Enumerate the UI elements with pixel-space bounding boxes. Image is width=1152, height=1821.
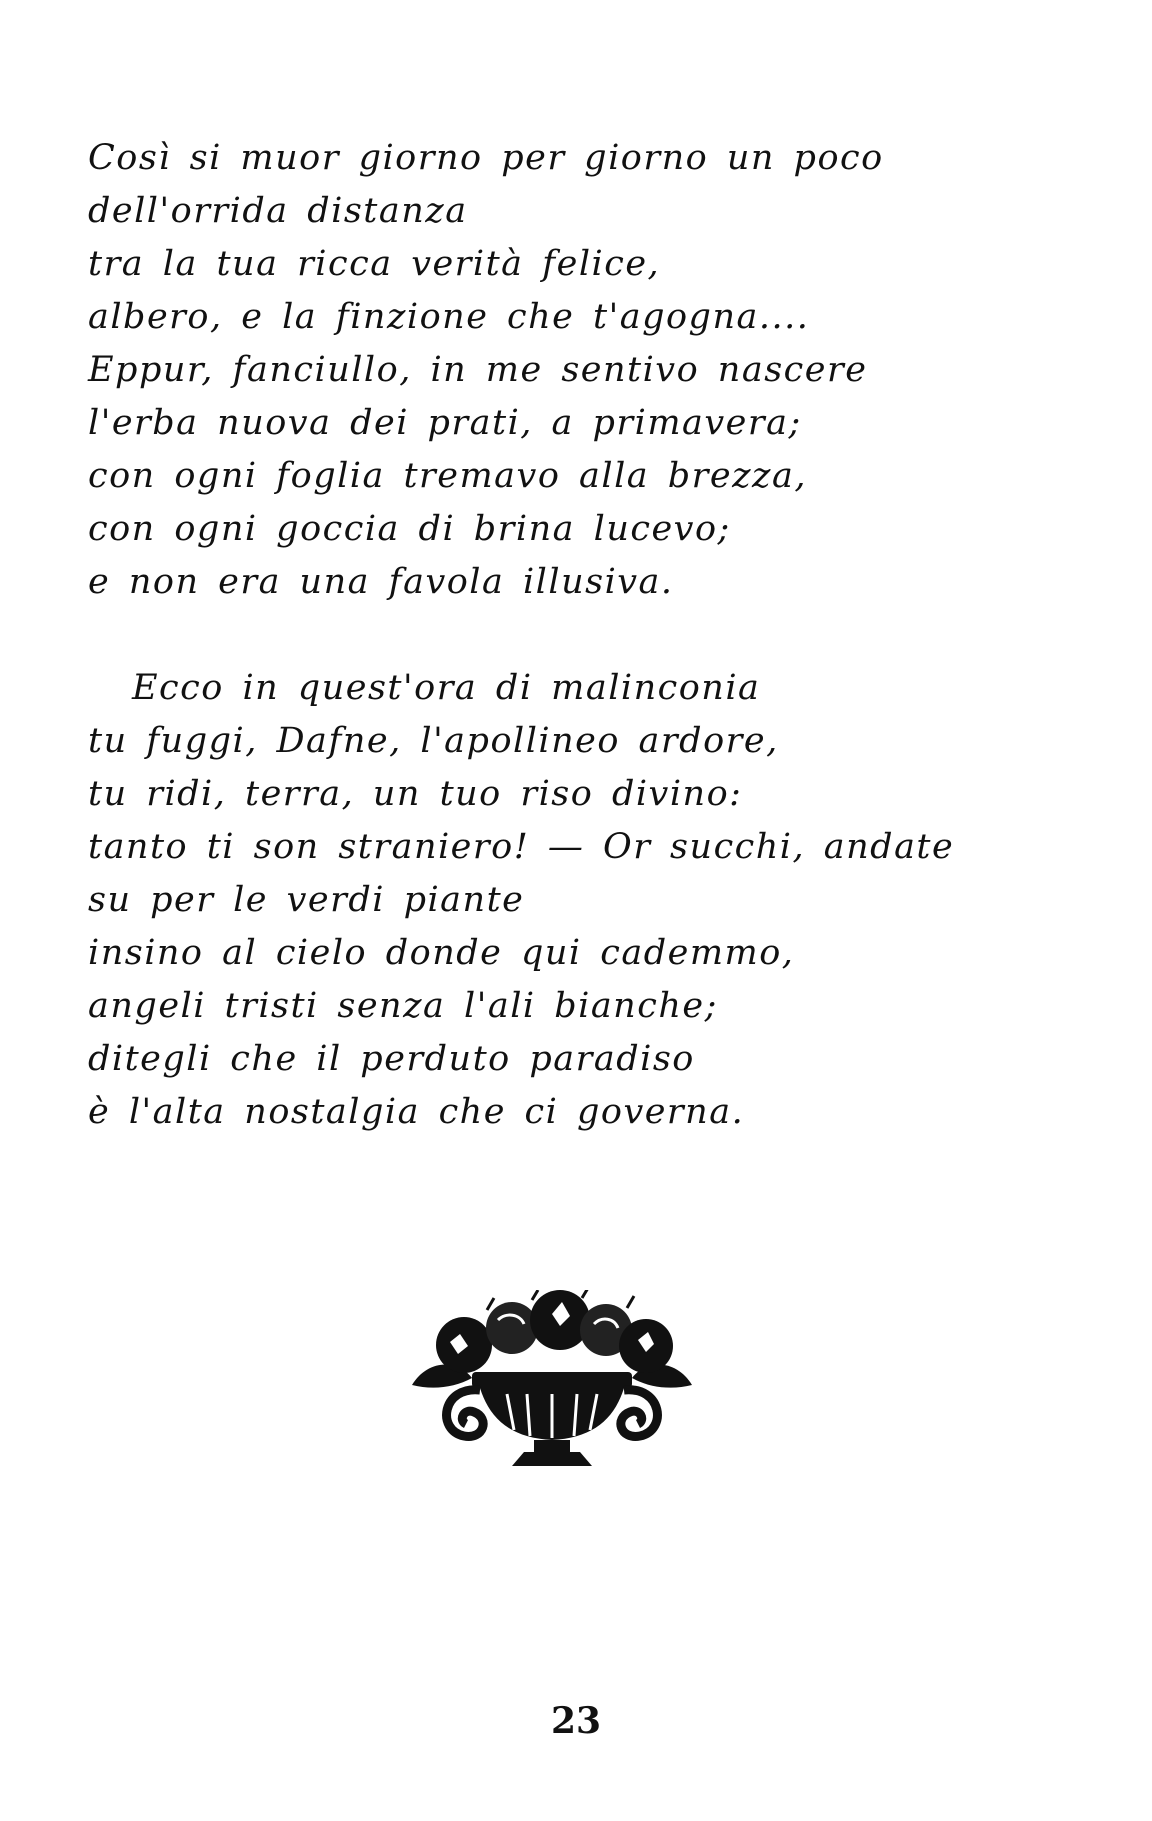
verse-line: angeli tristi senza l'ali bianche; (88, 986, 718, 1026)
verse-line: con ogni foglia tremavo alla brezza, (88, 456, 807, 496)
fruit-basket-vignette-icon (402, 1290, 702, 1480)
verse-line: tu fuggi, Dafne, l'apollineo ardore, (88, 721, 779, 761)
page-number: 23 (550, 1700, 602, 1742)
verse-line: ditegli che il perduto paradiso (88, 1039, 695, 1079)
verse-line: su per le verdi piante (88, 880, 525, 920)
verse-line: dell'orrida distanza (88, 191, 468, 231)
poem-stanza-2 (88, 662, 954, 1139)
verse-line: albero, e la finzione che t'agogna.... (88, 297, 810, 337)
verse-line: Così si muor giorno per giorno un poco (88, 138, 884, 178)
verse-line: insino al cielo donde qui cademmo, (88, 933, 795, 973)
verse-line: tra la tua ricca verità felice, (88, 244, 661, 284)
verse-line: Ecco in quest'ora di malinconia (132, 668, 761, 708)
verse-line: è l'alta nostalgia che ci governa. (88, 1092, 745, 1132)
verse-line: l'erba nuova dei prati, a primavera; (88, 403, 802, 443)
verse-line: tanto ti son straniero! — Or succhi, andate (88, 827, 955, 867)
poem-stanza-1 (88, 132, 884, 609)
verse-line: Eppur, fanciullo, in me sentivo nascere (88, 350, 868, 390)
verse-line: e non era una favola illusiva. (88, 562, 674, 602)
verse-line: tu ridi, terra, un tuo riso divino: (88, 774, 743, 814)
verse-line: con ogni goccia di brina lucevo; (88, 509, 731, 549)
